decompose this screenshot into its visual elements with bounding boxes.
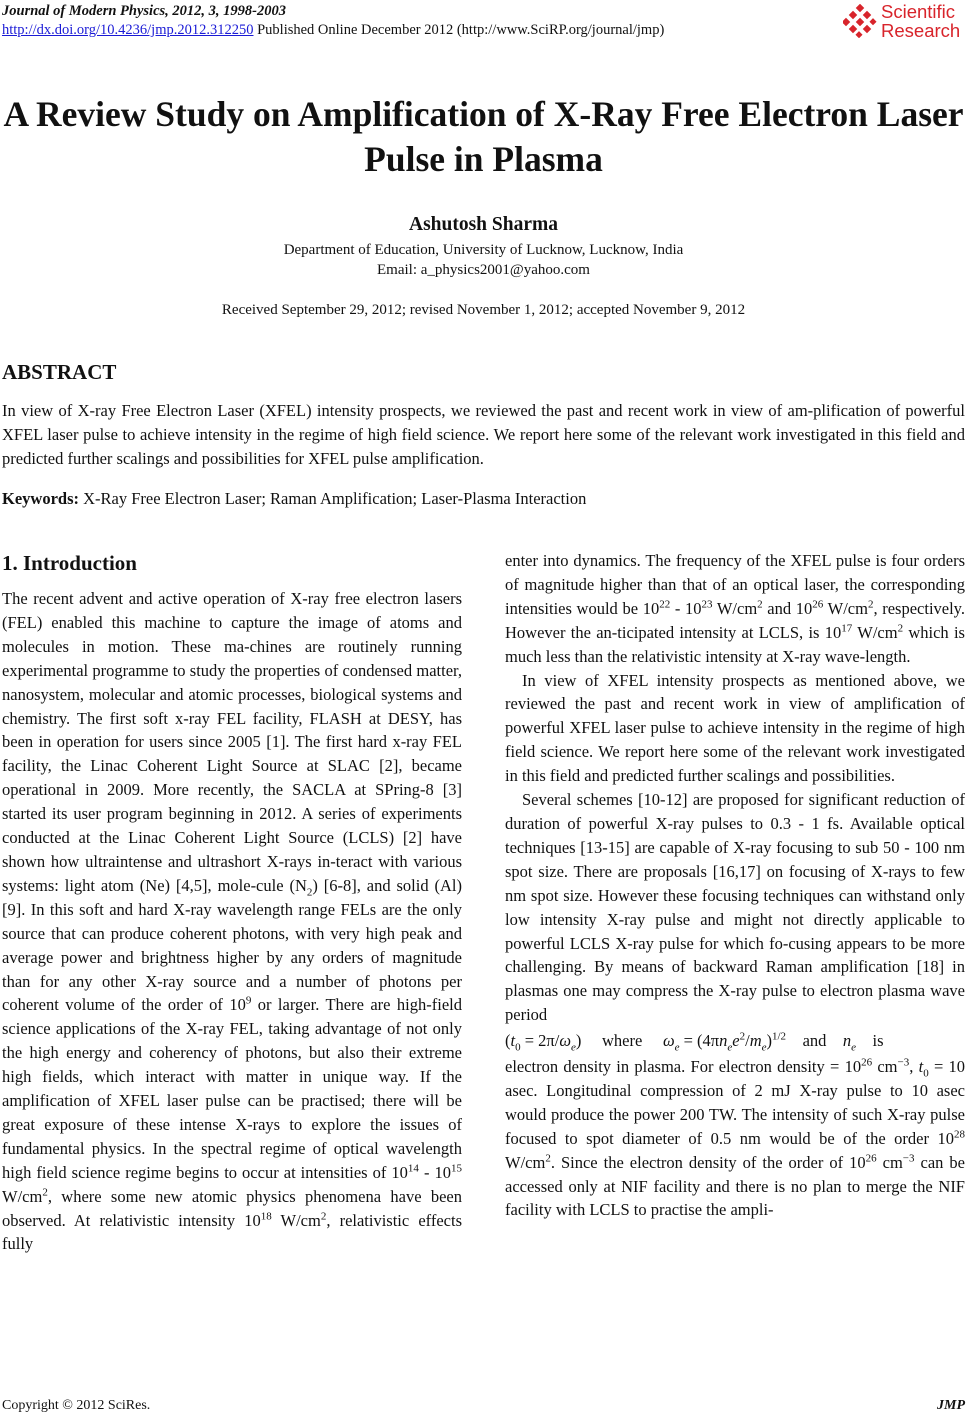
scientific-research-logo-icon [843, 4, 877, 38]
right-column [505, 549, 965, 1222]
logo-text: Scientific Research [881, 1, 961, 41]
intro-paragraph-1: The recent advent and active operation of X-ray free electron lasers (FEL) enabled this machine to capture the image of atoms and molecules in motion. These ma-chines are routinely running experimental programme to study the properties of condensed matter, nanosystem, molecular and atomic processes, biological systems and chemistry. The first soft x-ray FEL facility, FLASH at DESY, has been in operation for users since 2005 [1]. The first hard x-ray FEL facility, the Linac Coherent Light Source at SLAC [2], became operational in 2009. More recently, the SACLA at SPring-8 [3] started its user program beginning in 2012. A series of experiments conducted at the Linac Coherent Light Source (LCLS) [2] have shown how ultraintense and ultrashort X-rays in-teract with various systems: light atom (Ne) [4,5], mole-cule $(N_2)$ [6-8], and solid (Al) [9]. In this soft and hard X-ray wavelength range FELs are the only source that can produce coherent photons, with very high peak and average power and brightness higher by any orders of magnitude than for any other X-ray source and a number of photons per coherent volume of the order of $10^9$ or larger. There are high-field science applications of the X-ray FEL, taking advantage of not only the high energy and coherency of photons, but also their extreme high fields, which interact with matter in unique way. If the amplification of XFEL laser pulse can be practised; there will be great exposure of these intense X-rays to explore the issues of fundamental physics. In the spectral regime of optical wavelength high field science regime begins to occur at intensities of $10^{14} - 10^{15}$ $W/cm^2$, where some new atomic physics phenomena have been observed. At relativistic intensity $10^{18}$ $W/cm^2$, relativistic effects fully [2, 589, 462, 1254]
intro-paragraph-3-cont: electron density in plasma. For electron density = $10^{26}$ $cm^{-3}$, $t_0 = 10$ asec. Longitudinal compression of 2 mJ X-ray pulse to 10 asec would produce the power 200 TW. The intensity of such X-ray pulse focused to spot diameter of 0.5 nm would be of the order $10^{28}$ $W/cm^2$. Since the electron density of the order of $10^{26}$ $cm^{-3}$ can be accessed only at NIF facility and there is no plan to merge the NIF facility with LCLS to practise the ampli- [505, 1056, 966, 1220]
author-email: Email: a_physics2001@yahoo.com [377, 262, 590, 278]
paper-title: A Review Study on Amplification of X-Ray Free Electron Laser Pulse in Plasma [3, 94, 964, 179]
keywords-line [2, 489, 965, 509]
affiliation: Department of Education, University of Lucknow, Lucknow, India [283, 242, 684, 258]
author-affiliation [0, 240, 967, 280]
journal-header [2, 2, 664, 40]
intro-paragraph-2: In view of XFEL intensity prospects as mentioned above, we reviewed the past and recent work in view of amplification of powerful XFEL laser pulse to achieve intensity in the regime of high field science. We report here some of the relevant work investigated in this field and predicted further scalings and possibilities. [505, 670, 965, 786]
doi-link[interactable]: http://dx.doi.org/10.4236/jmp.2012.312250 [2, 22, 254, 38]
section-heading-introduction: 1. Introduction [2, 551, 137, 575]
left-column [2, 549, 462, 1256]
abstract-text: In view of X-ray Free Electron Laser (XFEL) intensity prospects, we reviewed the past and recent work in view of am-plification of powerful XFEL laser pulse to achieve intensity in the regime of high field science. We report here some of the relevant work investigated in this field and predicted further scalings and possibilities for XFEL pulse amplification. [2, 401, 965, 468]
page-footer [2, 1398, 965, 1414]
keywords-label: Keywords: [2, 489, 79, 508]
author-name: Ashutosh Sharma [408, 214, 558, 235]
published-online-text: Published Online December 2012 (http://www.SciRP.org/journal/jmp) [253, 22, 665, 38]
journal-volume: , 2012, 3, 1998-2003 [165, 3, 286, 19]
keywords-list: X-Ray Free Electron Laser; Raman Amplification; Laser-Plasma Interaction [79, 489, 587, 508]
abstract-heading: ABSTRACT [2, 360, 117, 384]
journal-name: Journal of Modern Physics [2, 3, 166, 19]
intro-paragraph-3: Several schemes [10-12] are proposed for significant reduction of duration of powerful X-ray pulses to 0.3 - 1 fs. Available optical techniques [13-15] are capable of X-ray focusing to sub 50 - 100 nm spot size. There are proposals [16,17] on focusing of X-rays to few nm spot size. However these focusing techniques can withstand only low intensity X-ray pulse and might not directly applicable to powerful LCLS X-ray pulse for which fo-cusing appears to be more challenging. By means of backward Raman amplification [18] in plasmas one may compress the X-ray pulse to electron plasma wave period [505, 790, 965, 1025]
publisher-logo [843, 2, 965, 42]
copyright-notice: Copyright © 2012 SciRes. [2, 1398, 151, 1413]
plasma-period-equation: $(t_0 = 2\pi/\omega_e)$ where $\omega_e = (4\pi n_ee^2/m_e)^{1/2}$ and $n_e$ is [505, 1030, 884, 1054]
journal-abbreviation: JMP [937, 1398, 965, 1413]
intro-paragraph-1-cont: enter into dynamics. The frequency of the XFEL pulse is four orders of magnitude higher than that of an optical laser, the corresponding intensities would be $10^{22} - 10^{23}$ $W/cm^2$ and $10^{26}$ $W/cm^2$, respectively. However the an-ticipated intensity at LCLS, is $10^{17}$ $W/cm^2$ which is much less than the relativistic intensity at X-ray wave-length. [505, 551, 965, 666]
submission-dates: Received September 29, 2012; revised November 1, 2012; accepted November 9, 2012 [221, 302, 746, 318]
